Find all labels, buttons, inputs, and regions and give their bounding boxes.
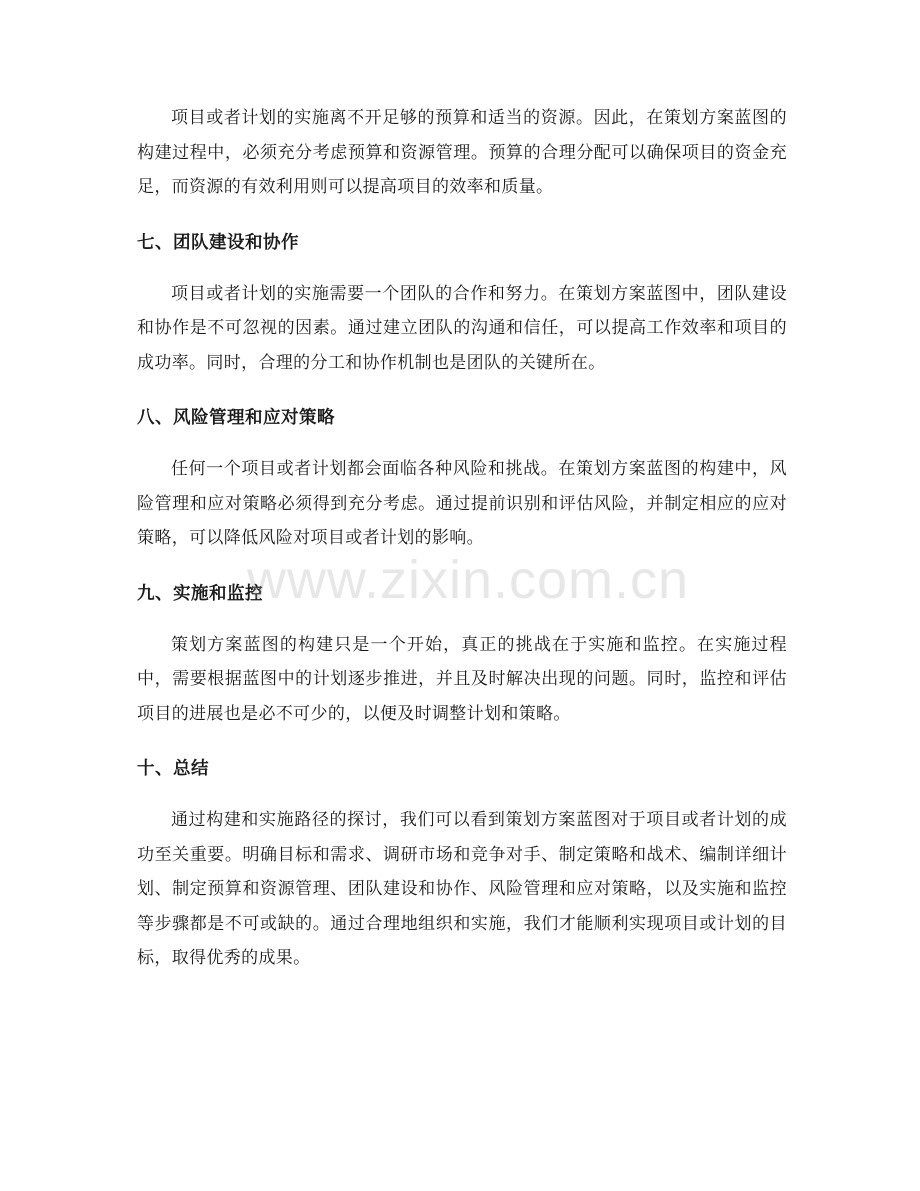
section-heading-summary: 十、总结	[137, 759, 209, 779]
watermark: www.zixin.com.cn	[246, 550, 690, 610]
section-heading-team: 七、团队建设和协作	[137, 232, 299, 253]
paragraph-summary: 通过构建和实施路径的探讨，我们可以看到策划方案蓝图对于项目或者计划的成功至关重要。明确目标和需求、调研市场和竞争对手、制定策略和战术、编制详细计划、制定预算和资源管理、团队建设和协作、风险管理和应对策略，以及实施和监控等步骤都是不可或缺的。通过合理地组织和实施，我们才能顺利实现项目或计划的目标，取得优秀的成果。	[137, 810, 787, 968]
document-body	[137, 101, 787, 976]
paragraph-team: 项目或者计划的实施需要一个团队的合作和努力。在策划方案蓝图中，团队建设和协作是不可忽视的因素。通过建立团队的沟通和信任，可以提高工作效率和项目的成功率。同时，合理的分工和协作机制也是团队的关键所在。	[137, 283, 787, 373]
section-heading-implementation: 九、实施和监控	[137, 583, 263, 604]
paragraph-risk: 任何一个项目或者计划都会面临各种风险和挑战。在策划方案蓝图的构建中，风险管理和应对策略必须得到充分考虑。通过提前识别和评估风险，并制定相应的应对策略，可以降低风险对项目或者计划的影响。	[137, 459, 787, 548]
paragraph-implementation: 策划方案蓝图的构建只是一个开始，真正的挑战在于实施和监控。在实施过程中，需要根据蓝图中的计划逐步推进，并且及时解决出现的问题。同时，监控和评估项目的进展也是必不可少的，以便及时调整计划和策略。	[137, 634, 787, 724]
section-heading-risk: 八、风险管理和应对策略	[137, 408, 335, 428]
paragraph-budget-resources: 项目或者计划的实施离不开足够的预算和适当的资源。因此，在策划方案蓝图的构建过程中，必须充分考虑预算和资源管理。预算的合理分配可以确保项目的资金充足，而资源的有效利用则可以提高项目的效率和质量。	[137, 108, 787, 197]
